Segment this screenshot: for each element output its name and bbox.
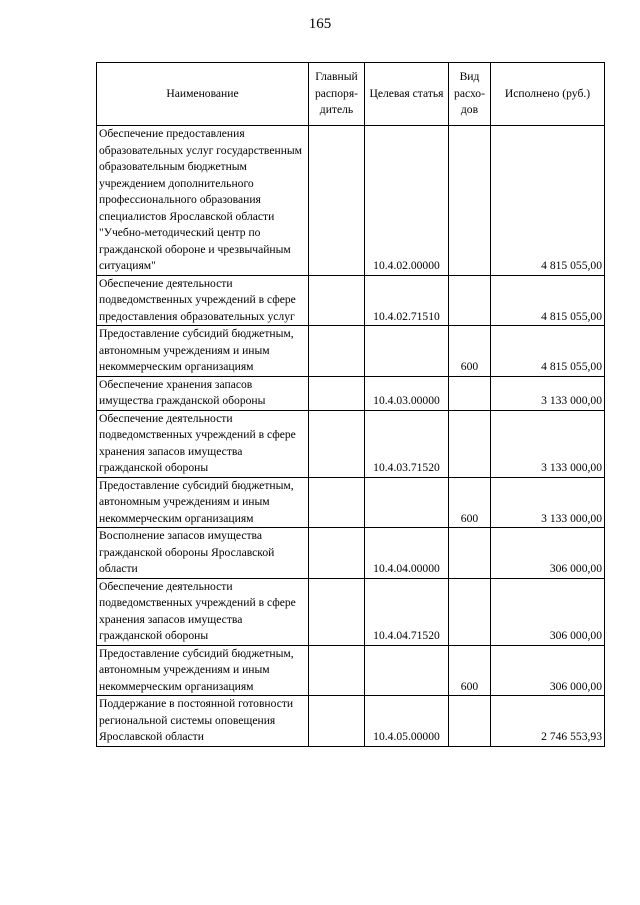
table-row [97, 326, 605, 377]
row-admin [309, 126, 365, 276]
row-admin [309, 410, 365, 477]
row-target: 10.4.03.71520 [365, 410, 449, 477]
budget-table [96, 62, 605, 747]
table-row [97, 528, 605, 579]
header-target: Целевая статья [365, 63, 449, 126]
row-admin [309, 696, 365, 747]
row-type [449, 696, 491, 747]
row-type [449, 275, 491, 326]
row-type [449, 376, 491, 410]
row-admin [309, 578, 365, 645]
header-row [97, 63, 605, 126]
row-name: Обеспечение хранения запасов имущества гражданской обороны [97, 376, 309, 410]
row-admin [309, 528, 365, 579]
row-admin [309, 645, 365, 696]
table-row [97, 477, 605, 528]
table-row [97, 578, 605, 645]
row-target [365, 326, 449, 377]
row-name: Обеспечение предоставления образовательных услуг государственным образовательным бюджетным учреждением дополнительного профессионального образования специалистов Ярославской области "Учебно-методический центр по гражданской обороне и чрезвычайным ситуациям" [97, 126, 309, 276]
row-type [449, 528, 491, 579]
table-row [97, 410, 605, 477]
row-target: 10.4.02.71510 [365, 275, 449, 326]
row-admin [309, 376, 365, 410]
row-name: Предоставление субсидий бюджетным, автономным учреждениям и иным некоммерческим организациям [97, 477, 309, 528]
header-amount: Исполнено (руб.) [491, 63, 605, 126]
row-type: 600 [449, 326, 491, 377]
row-amount: 3 133 000,00 [491, 477, 605, 528]
row-admin [309, 326, 365, 377]
row-admin [309, 275, 365, 326]
page-number: 165 [308, 16, 332, 32]
table-row [97, 696, 605, 747]
row-target [365, 645, 449, 696]
row-type: 600 [449, 645, 491, 696]
header-admin: Главный распоря-дитель [309, 63, 365, 126]
row-target: 10.4.04.00000 [365, 528, 449, 579]
row-amount: 4 815 055,00 [491, 275, 605, 326]
row-amount: 3 133 000,00 [491, 410, 605, 477]
row-type [449, 126, 491, 276]
table-row [97, 376, 605, 410]
table-row [97, 275, 605, 326]
table-row [97, 126, 605, 276]
row-amount: 306 000,00 [491, 528, 605, 579]
row-name: Обеспечение деятельности подведомственных учреждений в сфере предоставления образовательных услуг [97, 275, 309, 326]
row-amount: 306 000,00 [491, 645, 605, 696]
row-target: 10.4.05.00000 [365, 696, 449, 747]
row-name: Обеспечение деятельности подведомственных учреждений в сфере хранения запасов имущества гражданской обороны [97, 578, 309, 645]
row-name: Поддержание в постоянной готовности региональной системы оповещения Ярославской области [97, 696, 309, 747]
row-amount: 306 000,00 [491, 578, 605, 645]
row-type [449, 410, 491, 477]
header-type: Вид расхо-дов [449, 63, 491, 126]
row-name: Обеспечение деятельности подведомственных учреждений в сфере хранения запасов имущества гражданской обороны [97, 410, 309, 477]
row-target: 10.4.03.00000 [365, 376, 449, 410]
row-target: 10.4.02.00000 [365, 126, 449, 276]
row-type: 600 [449, 477, 491, 528]
row-amount: 4 815 055,00 [491, 126, 605, 276]
row-amount: 4 815 055,00 [491, 326, 605, 377]
row-type [449, 578, 491, 645]
row-name: Предоставление субсидий бюджетным, автономным учреждениям и иным некоммерческим организациям [97, 645, 309, 696]
row-name: Восполнение запасов имущества гражданской обороны Ярославской области [97, 528, 309, 579]
row-target [365, 477, 449, 528]
row-admin [309, 477, 365, 528]
row-target: 10.4.04.71520 [365, 578, 449, 645]
row-amount: 2 746 553,93 [491, 696, 605, 747]
table-row [97, 645, 605, 696]
header-name: Наименование [97, 63, 309, 126]
row-name: Предоставление субсидий бюджетным, автономным учреждениям и иным некоммерческим организациям [97, 326, 309, 377]
row-amount: 3 133 000,00 [491, 376, 605, 410]
